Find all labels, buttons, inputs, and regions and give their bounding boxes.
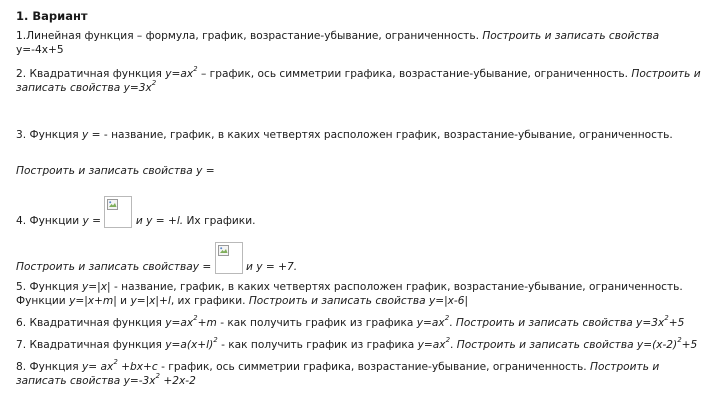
item-8-task-exp: 2 xyxy=(155,372,161,381)
item-5 xyxy=(16,280,706,308)
item-3-task-text: Построить и записать свойства y = xyxy=(16,165,215,177)
item-7-text: 7. Квадратичная функция xyxy=(16,339,166,351)
broken-image-icon xyxy=(218,245,229,256)
item-3-text: 3. Функция xyxy=(16,129,83,141)
item-8-exp: 2 xyxy=(113,358,118,367)
item-6-task-exp: 2 xyxy=(664,314,669,323)
item-6-base-exp: 2 xyxy=(444,314,450,323)
item-1-formula: y=-4x+5 xyxy=(16,44,64,56)
item-5-task: Построить и записать свойства y=|x-6| xyxy=(248,295,469,307)
item-6-formula: y=ax xyxy=(165,317,194,329)
item-5-and: и xyxy=(116,295,131,307)
item-4-formula: y = xyxy=(82,215,102,227)
item-4-task-second: и y = xyxy=(246,261,279,273)
item-7-task-exp: 2 xyxy=(677,336,682,345)
item-6-base: y=ax xyxy=(416,317,445,329)
item-5-f1: y=|x+m| xyxy=(69,295,117,307)
item-8 xyxy=(16,360,706,388)
item-4-second: и y = xyxy=(135,215,168,227)
variant-heading: 1. Вариант xyxy=(16,9,88,23)
item-2 xyxy=(16,67,706,95)
document-body xyxy=(16,9,706,388)
item-8-desc: - график, ось симметрии графика, возрастание-убывание, ограниченность. xyxy=(157,361,590,373)
item-5-graphs: , их графики. xyxy=(170,295,249,307)
item-7 xyxy=(16,338,706,352)
item-7-base: y=ax xyxy=(417,339,446,351)
item-3-desc: - название, график, в каких четвертях расположен график, возрастание-убывание, ограниченность. xyxy=(100,129,673,141)
item-7-dot: . xyxy=(450,339,457,351)
item-8-task: Построить и записать свойства y=-3x xyxy=(16,361,660,387)
item-4 xyxy=(16,196,706,228)
item-5-desc: - название, график, в каких четвертях расположен график, возрастание-убывание, ограниченность. Функции xyxy=(16,281,683,307)
item-4-graphs: Их графики. xyxy=(183,215,256,227)
item-8-text: 8. Функция xyxy=(16,361,83,373)
item-6-dot: . xyxy=(449,317,456,329)
item-4-second-tail: +l. xyxy=(167,215,184,227)
item-2-task-exp: 2 xyxy=(151,79,157,88)
item-6-exp: 2 xyxy=(193,314,198,323)
item-7-desc: - как получить график из графика xyxy=(217,339,418,351)
item-7-task: Построить и записать свойства y=(x-2) xyxy=(456,339,678,351)
item-8-task-tail: +2x-2 xyxy=(160,375,196,387)
item-3 xyxy=(16,128,706,142)
item-2-text: 2. Квадратичная функция xyxy=(16,68,166,80)
item-7-exp: 2 xyxy=(213,336,218,345)
item-7-task-tail: +5 xyxy=(681,339,698,351)
item-4-task-image xyxy=(215,242,243,274)
item-1-task: Построить и записать свойства xyxy=(482,30,660,42)
item-2-task: Построить и записать свойства y=3x xyxy=(16,68,701,94)
item-5-f2: y=|x|+l xyxy=(130,295,171,307)
item-4-image xyxy=(104,196,132,228)
item-8-formula-tail: +bx+c xyxy=(117,361,158,373)
item-4-task-text: Построить и записать свойстваy = xyxy=(16,261,212,273)
item-6 xyxy=(16,316,706,330)
item-4-task-tail: +7. xyxy=(278,261,298,273)
item-7-formula: y=a(x+l) xyxy=(165,339,214,351)
item-3-formula: y = xyxy=(82,129,101,141)
item-6-formula-tail: +m xyxy=(197,317,217,329)
item-2-desc: – график, ось симметрии графика, возрастание-убывание, ограниченность. xyxy=(197,68,632,80)
item-6-task-tail: +5 xyxy=(668,317,685,329)
item-6-task: Построить и записать свойства y=3x xyxy=(455,317,665,329)
item-6-desc: - как получить график из графика xyxy=(216,317,417,329)
item-1-text: 1.Линейная функция – формула, график, возрастание-убывание, ограниченность. xyxy=(16,30,483,42)
item-5-text: 5. Функция xyxy=(16,281,83,293)
item-8-formula: y= ax xyxy=(82,361,114,373)
item-5-formula: y=|x| xyxy=(82,281,111,293)
item-2-exp: 2 xyxy=(193,65,198,74)
item-2-formula: y=ax xyxy=(165,68,194,80)
broken-image-icon xyxy=(107,199,118,210)
item-3-task xyxy=(16,164,706,178)
item-6-text: 6. Квадратичная функция xyxy=(16,317,166,329)
item-4-task xyxy=(16,242,706,274)
item-1 xyxy=(16,29,706,57)
item-4-text: 4. Функции xyxy=(16,215,83,227)
item-7-base-exp: 2 xyxy=(445,336,451,345)
